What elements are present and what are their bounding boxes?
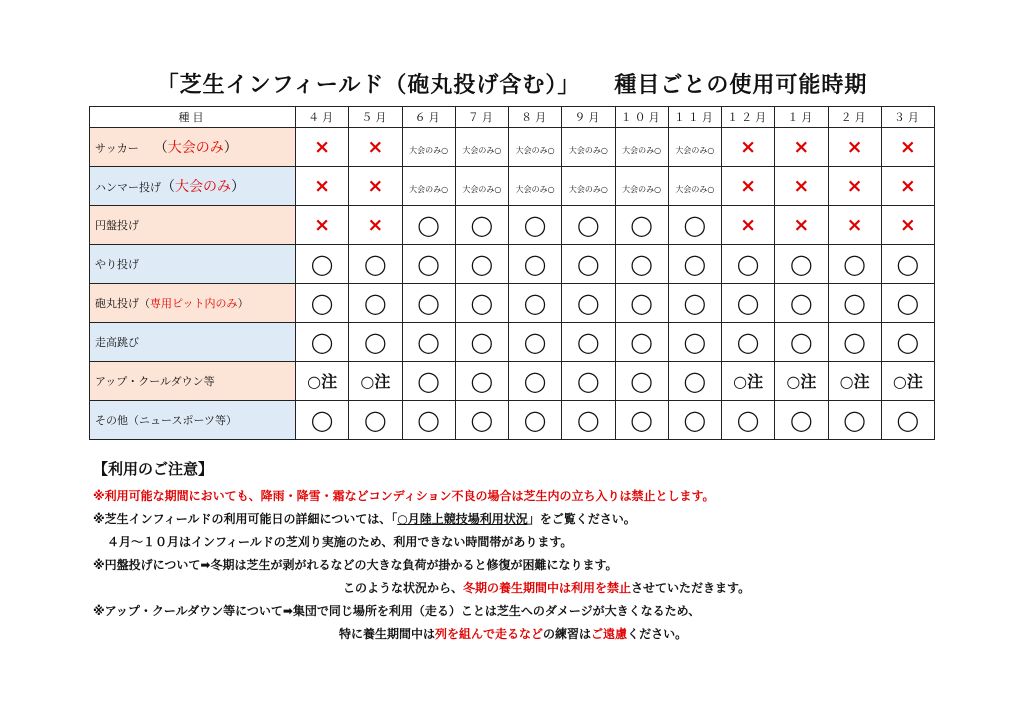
availability-cell <box>775 167 828 206</box>
availability-cell <box>668 167 721 206</box>
table-row <box>90 167 935 206</box>
event-name-part: 走高跳び <box>95 336 139 349</box>
availability-cell <box>296 401 349 440</box>
availability-cell <box>668 206 721 245</box>
event-name-part: サッカー <box>95 142 139 155</box>
availability-cell <box>668 401 721 440</box>
availability-mark: ◯ <box>577 368 600 393</box>
availability-mark: ◯ <box>790 251 813 276</box>
header-month: ３月 <box>881 107 934 128</box>
availability-cell <box>828 284 881 323</box>
availability-mark: 大会のみ○ <box>515 145 555 155</box>
availability-mark: ◯ <box>896 329 920 354</box>
availability-cell <box>455 284 508 323</box>
availability-cell <box>828 323 881 362</box>
availability-mark: ◯ <box>470 290 494 315</box>
availability-mark: ◯ <box>577 212 600 237</box>
availability-cell <box>668 128 721 167</box>
availability-mark: ◯ <box>364 407 387 432</box>
availability-mark: × <box>740 135 757 158</box>
availability-mark: ◯ <box>630 251 653 276</box>
availability-cell <box>455 401 508 440</box>
availability-mark: ◯ <box>310 407 334 432</box>
availability-mark: ◯ <box>310 290 334 315</box>
availability-mark: ○注 <box>307 371 338 391</box>
note-text: このような状況から、 <box>343 581 464 595</box>
event-label <box>90 167 296 206</box>
availability-cell <box>615 401 668 440</box>
availability-mark: ◯ <box>364 290 387 315</box>
header-month: １１月 <box>668 107 721 128</box>
availability-cell <box>402 128 455 167</box>
availability-cell <box>455 245 508 284</box>
availability-mark: ◯ <box>470 251 494 276</box>
availability-mark: ◯ <box>683 290 707 315</box>
note-line-details <box>93 508 993 531</box>
availability-mark: 大会のみ○ <box>515 184 555 194</box>
note-line-warmup: ※アップ・クールダウン等について➡集団で同じ場所を利用（走る）ことは芝生へのダメージが大きくなるため、 <box>93 604 701 618</box>
availability-cell <box>562 206 615 245</box>
event-name-part <box>139 142 161 155</box>
availability-cell <box>562 323 615 362</box>
table-row <box>90 128 935 167</box>
availability-cell <box>349 362 402 401</box>
availability-mark: ◯ <box>790 407 813 432</box>
availability-cell <box>509 167 562 206</box>
table-row <box>90 206 935 245</box>
availability-mark: × <box>367 174 384 197</box>
event-label <box>90 323 296 362</box>
availability-cell <box>296 167 349 206</box>
availability-cell <box>562 128 615 167</box>
availability-mark: × <box>740 213 757 236</box>
note-line-discus: ※円盤投げについて➡冬期は芝生が剥がれるなどの大きな負荷が掛かると修復が困難になります。 <box>93 558 618 572</box>
availability-mark: ○注 <box>733 371 764 391</box>
availability-cell <box>881 206 934 245</box>
availability-mark: ◯ <box>470 368 494 393</box>
availability-mark: ◯ <box>736 407 760 432</box>
availability-cell <box>615 245 668 284</box>
availability-cell <box>668 323 721 362</box>
availability-cell <box>562 362 615 401</box>
page-title-right: 種目ごとの使用可能時期 <box>614 73 868 98</box>
availability-cell <box>775 323 828 362</box>
availability-cell <box>509 206 562 245</box>
availability-mark: ◯ <box>577 407 600 432</box>
availability-cell <box>881 401 934 440</box>
availability-mark: ◯ <box>470 212 494 237</box>
availability-mark: × <box>899 213 916 236</box>
availability-cell <box>455 128 508 167</box>
availability-mark: ◯ <box>417 407 440 432</box>
availability-cell <box>722 206 775 245</box>
availability-cell <box>509 245 562 284</box>
availability-cell <box>881 245 934 284</box>
availability-cell <box>509 323 562 362</box>
availability-cell <box>509 362 562 401</box>
page-title <box>0 68 1024 99</box>
header-month: ２月 <box>828 107 881 128</box>
availability-mark: ◯ <box>417 251 440 276</box>
availability-cell <box>349 323 402 362</box>
availability-cell <box>455 323 508 362</box>
availability-mark: × <box>899 174 916 197</box>
event-label <box>90 284 296 323</box>
availability-cell <box>775 206 828 245</box>
note-text: 」をご覧ください。 <box>527 512 636 526</box>
usage-status-link[interactable]: ○月陸上競技場利用状況 <box>397 512 528 526</box>
availability-cell <box>775 245 828 284</box>
availability-cell <box>402 284 455 323</box>
availability-cell <box>509 128 562 167</box>
header-month: ４月 <box>296 107 349 128</box>
availability-cell <box>349 284 402 323</box>
availability-mark: ◯ <box>417 368 440 393</box>
availability-mark: ◯ <box>523 368 547 393</box>
availability-cell <box>881 128 934 167</box>
availability-mark: × <box>314 213 331 236</box>
availability-cell <box>296 362 349 401</box>
availability-mark: ◯ <box>843 329 866 354</box>
event-name-part: ハンマー投げ <box>95 181 161 194</box>
availability-cell <box>615 128 668 167</box>
availability-mark: ◯ <box>523 212 547 237</box>
availability-mark: × <box>314 135 331 158</box>
event-name-part: アップ・クールダウン等 <box>95 375 215 388</box>
note-line-mowing: ４月～１０月はインフィールドの芝刈り実施のため、利用できない時間帯があります。 <box>107 535 573 549</box>
availability-mark: × <box>314 174 331 197</box>
event-label <box>90 362 296 401</box>
availability-mark: 大会のみ○ <box>462 184 502 194</box>
availability-cell <box>455 167 508 206</box>
header-month: ５月 <box>349 107 402 128</box>
availability-cell <box>349 206 402 245</box>
availability-cell <box>562 167 615 206</box>
availability-mark: 大会のみ○ <box>568 145 608 155</box>
availability-mark: ◯ <box>470 407 494 432</box>
availability-mark: ◯ <box>630 212 653 237</box>
note-red-text: ご遠慮 <box>591 627 628 641</box>
event-label <box>90 206 296 245</box>
event-name-part: （ <box>161 179 175 195</box>
availability-mark: ◯ <box>896 251 920 276</box>
availability-mark: ◯ <box>523 290 547 315</box>
note-line-refrain <box>93 623 993 646</box>
note-line-weather: ※利用可能な期間においても、降雨・降雪・霜などコンディション不良の場合は芝生内の立ち入りは禁止とします。 <box>93 489 715 503</box>
availability-mark: ◯ <box>523 329 547 354</box>
availability-cell <box>828 128 881 167</box>
availability-cell <box>775 362 828 401</box>
availability-mark: × <box>846 213 863 236</box>
availability-cell <box>828 167 881 206</box>
availability-cell <box>349 167 402 206</box>
header-month: ９月 <box>562 107 615 128</box>
availability-mark: ◯ <box>310 329 334 354</box>
header-month: ８月 <box>509 107 562 128</box>
availability-mark: ◯ <box>310 251 334 276</box>
availability-mark: ◯ <box>417 329 440 354</box>
availability-mark: ◯ <box>417 290 440 315</box>
availability-cell <box>775 284 828 323</box>
availability-mark: ◯ <box>630 368 653 393</box>
availability-mark: ◯ <box>364 251 387 276</box>
availability-mark: 大会のみ○ <box>409 145 449 155</box>
availability-cell <box>296 206 349 245</box>
availability-mark: ◯ <box>896 407 920 432</box>
availability-cell <box>296 284 349 323</box>
availability-cell <box>349 401 402 440</box>
availability-cell <box>402 206 455 245</box>
event-restriction: 大会のみ <box>167 140 224 156</box>
availability-cell <box>722 128 775 167</box>
availability-cell <box>402 167 455 206</box>
event-name-part: その他（ニュースポーツ等） <box>95 414 238 427</box>
availability-cell <box>349 128 402 167</box>
availability-cell <box>828 206 881 245</box>
availability-mark: ◯ <box>896 290 920 315</box>
availability-cell <box>881 323 934 362</box>
availability-cell <box>349 245 402 284</box>
availability-cell <box>615 323 668 362</box>
availability-cell <box>509 284 562 323</box>
availability-cell <box>881 284 934 323</box>
availability-mark: ◯ <box>736 290 760 315</box>
availability-cell <box>668 284 721 323</box>
page-title-left: 「芝生インフィールド（砲丸投げ含む）」 <box>156 73 581 98</box>
availability-mark: ◯ <box>843 251 866 276</box>
availability-cell <box>615 206 668 245</box>
note-text: 特に養生期間中は <box>339 627 436 641</box>
note-text: の練習は <box>543 627 592 641</box>
availability-cell <box>775 401 828 440</box>
event-name-part: 円盤投げ <box>95 219 139 232</box>
event-name-part: ） <box>231 179 245 195</box>
availability-mark: ◯ <box>417 212 440 237</box>
availability-mark: ◯ <box>683 212 707 237</box>
event-label <box>90 401 296 440</box>
availability-cell <box>455 362 508 401</box>
availability-mark: × <box>793 174 810 197</box>
availability-mark: × <box>846 135 863 158</box>
availability-mark: × <box>793 135 810 158</box>
availability-mark: ◯ <box>683 407 707 432</box>
event-name-part: ） <box>237 297 249 310</box>
usage-notes <box>93 458 993 646</box>
availability-cell <box>562 245 615 284</box>
header-month: １０月 <box>615 107 668 128</box>
note-line-winter <box>93 577 993 600</box>
availability-cell <box>615 284 668 323</box>
header-month: ７月 <box>455 107 508 128</box>
availability-cell <box>615 167 668 206</box>
event-name-part: （ <box>160 140 168 156</box>
availability-mark: × <box>899 135 916 158</box>
availability-mark: 大会のみ○ <box>622 145 662 155</box>
availability-mark: × <box>367 213 384 236</box>
availability-cell <box>402 245 455 284</box>
availability-cell <box>722 167 775 206</box>
availability-cell <box>828 362 881 401</box>
availability-cell <box>562 401 615 440</box>
note-text: させていただきます。 <box>631 581 751 595</box>
availability-cell <box>881 362 934 401</box>
availability-mark: ◯ <box>523 407 547 432</box>
availability-mark: × <box>740 174 757 197</box>
table-row <box>90 362 935 401</box>
availability-mark: ◯ <box>630 329 653 354</box>
note-red-text: 列を組んで走るなど <box>435 627 544 641</box>
availability-mark: 大会のみ○ <box>462 145 502 155</box>
header-month: １２月 <box>722 107 775 128</box>
availability-table <box>89 106 935 440</box>
event-restriction: 専用ピット内のみ <box>150 297 238 310</box>
event-name-part: ） <box>223 140 238 156</box>
availability-mark: ◯ <box>683 329 707 354</box>
availability-cell <box>509 401 562 440</box>
availability-mark: 大会のみ○ <box>675 145 715 155</box>
availability-mark: × <box>793 213 810 236</box>
availability-cell <box>881 167 934 206</box>
availability-mark: ◯ <box>843 407 866 432</box>
table-header-row <box>90 107 935 128</box>
table-row <box>90 401 935 440</box>
notes-heading: 【利用のご注意】 <box>93 460 214 478</box>
availability-mark: ◯ <box>577 290 600 315</box>
header-month: ６月 <box>402 107 455 128</box>
availability-cell <box>296 128 349 167</box>
availability-cell <box>402 362 455 401</box>
availability-mark: ◯ <box>630 290 653 315</box>
availability-cell <box>722 362 775 401</box>
availability-mark: ○注 <box>839 371 870 391</box>
availability-mark: ◯ <box>577 329 600 354</box>
availability-cell <box>775 128 828 167</box>
availability-mark: ○注 <box>892 371 923 391</box>
table-row <box>90 284 935 323</box>
availability-cell <box>828 245 881 284</box>
availability-cell <box>722 401 775 440</box>
availability-mark: 大会のみ○ <box>622 184 662 194</box>
event-restriction: 大会のみ <box>175 179 231 195</box>
availability-mark: ○注 <box>786 371 817 391</box>
availability-mark: 大会のみ○ <box>568 184 608 194</box>
availability-cell <box>402 323 455 362</box>
availability-mark: ◯ <box>736 329 760 354</box>
availability-mark: ◯ <box>790 329 813 354</box>
table-row <box>90 245 935 284</box>
availability-mark: ◯ <box>683 368 707 393</box>
availability-mark: ◯ <box>843 290 866 315</box>
availability-mark: ◯ <box>577 251 600 276</box>
availability-cell <box>402 401 455 440</box>
event-name-part: 砲丸投げ <box>95 297 139 310</box>
availability-cell <box>828 401 881 440</box>
event-name-part: （ <box>139 297 150 310</box>
availability-mark: ◯ <box>736 251 760 276</box>
note-text: ※芝生インフィールドの利用可能日の詳細については、「 <box>93 512 398 526</box>
availability-cell <box>615 362 668 401</box>
availability-mark: × <box>367 135 384 158</box>
availability-mark: ◯ <box>630 407 653 432</box>
availability-mark: ◯ <box>790 290 813 315</box>
availability-mark: ◯ <box>523 251 547 276</box>
availability-mark: ○注 <box>360 371 391 391</box>
availability-mark: 大会のみ○ <box>675 184 715 194</box>
event-name-part: やり投げ <box>95 258 139 271</box>
availability-mark: ◯ <box>364 329 387 354</box>
event-label <box>90 245 296 284</box>
header-month: １月 <box>775 107 828 128</box>
note-text: ください。 <box>627 627 688 641</box>
availability-cell <box>296 323 349 362</box>
availability-mark: 大会のみ○ <box>409 184 449 194</box>
table-row <box>90 323 935 362</box>
availability-mark: × <box>846 174 863 197</box>
availability-cell <box>668 362 721 401</box>
note-red-text: 冬期の養生期間中は利用を禁止 <box>463 581 632 595</box>
availability-cell <box>722 323 775 362</box>
availability-cell <box>455 206 508 245</box>
header-event: 種目 <box>90 107 296 128</box>
availability-cell <box>668 245 721 284</box>
availability-mark: ◯ <box>470 329 494 354</box>
event-label <box>90 128 296 167</box>
availability-cell <box>562 284 615 323</box>
availability-cell <box>722 245 775 284</box>
availability-cell <box>296 245 349 284</box>
availability-cell <box>722 284 775 323</box>
availability-mark: ◯ <box>683 251 707 276</box>
